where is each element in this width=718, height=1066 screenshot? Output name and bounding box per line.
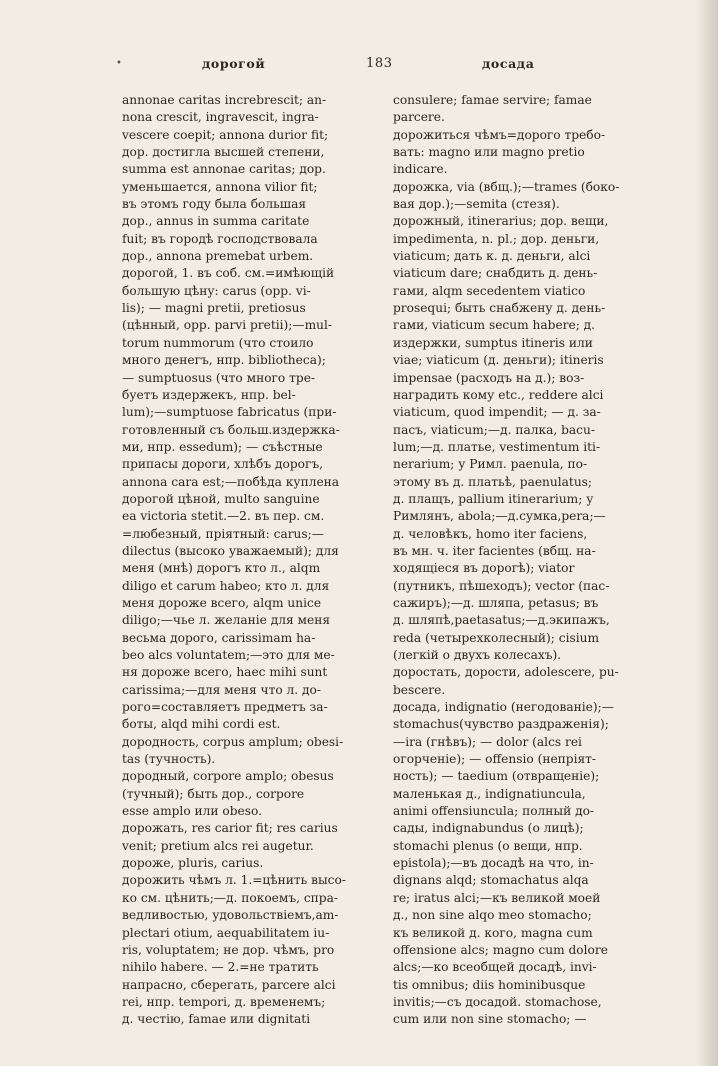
- text-line: dignans alqd; stomachatus alqa: [393, 873, 589, 888]
- bullet-mark: •: [116, 58, 122, 69]
- text-line: дорожный, itinerarius; дор. вещи,: [393, 214, 609, 229]
- text-line: — sumptuosus (что много тре-: [122, 370, 316, 385]
- page-number: 183: [366, 56, 393, 71]
- text-line: маленькая д., indignatiuncula,: [393, 786, 586, 801]
- text-line: наградить кому etc., reddere alci: [393, 387, 604, 402]
- text-line: viaticum; дать к. д. деньги, alci: [393, 249, 591, 264]
- text-line: доростать, дорости, adolescere, pu-: [393, 665, 619, 680]
- text-line: impedimenta, n. pl.; дор. деньги,: [393, 231, 600, 246]
- text-line: ми, нпр. essedum); — съѣстные: [122, 439, 323, 454]
- text-line: много денегъ, нпр. bibliotheca);: [122, 353, 326, 368]
- text-line: animi offensiuncula; полный до-: [393, 804, 595, 819]
- text-line: сады, indignabundus (о лицѣ);: [393, 821, 584, 836]
- text-line: (цѣнный, opp. parvi pretii);—mul-: [122, 318, 333, 333]
- text-line: esse amplo или obeso.: [122, 804, 263, 819]
- text-line: nihilo habere. — 2.=не тратить: [122, 960, 319, 975]
- text-line: боты, alqd mihi cordi est.: [122, 717, 281, 732]
- text-line: д. человѣкъ, homo iter faciens,: [393, 526, 588, 541]
- text-line: дор., annona premebat urbem.: [122, 249, 314, 264]
- text-line: vescere coepit; annona durior fit;: [122, 127, 329, 142]
- text-line: ходящіеся въ дорогѣ); viator: [393, 561, 575, 576]
- text-line: lis); — magni pretii, pretiosus: [122, 301, 306, 316]
- text-line: dilectus (высоко уважаемый); для: [122, 543, 339, 558]
- text-line: rei, нпр. tempori, д. временемъ;: [122, 994, 326, 1009]
- text-line: nerarium; у Римл. paenula, по-: [393, 457, 588, 472]
- text-line: ность); — taedium (отвращеніе);: [393, 769, 600, 784]
- text-line: готовленный съ больш.издержка-: [122, 422, 340, 437]
- text-line: tis omnibus; diis hominibusque: [393, 977, 586, 992]
- text-line: ко см. цѣнить;—д. покоемъ, спра-: [122, 890, 338, 905]
- text-line: дорогой, 1. въ соб. см.=имѣющій: [122, 266, 335, 281]
- text-line: ris, voluptatem; не дор. чѣмъ, pro: [122, 942, 335, 957]
- text-line: д., non sine alqo meo stomacho;: [393, 908, 592, 923]
- text-line: уменьшается, annona vilior fit;: [122, 179, 318, 194]
- text-line: lum;—д. платье, vestimentum iti-: [393, 439, 601, 454]
- text-line: diligo;—чье л. желаніе для меня: [122, 613, 331, 628]
- text-line: дорожать, res carior fit; res carius: [122, 821, 338, 836]
- text-line: меня (мнѣ) дорогъ кто л., alqm: [122, 561, 321, 576]
- text-line: д. плащъ, pallium itinerarium; у: [393, 491, 594, 506]
- text-line: plectari otium, aequabilitatem iu-: [122, 925, 330, 940]
- text-line: annonae caritas increbrescit; an-: [122, 93, 327, 107]
- text-line: д. шляпѣ,paetasatus;—д.экипажъ,: [393, 613, 610, 628]
- text-line: parcere.: [393, 110, 445, 125]
- text-line: viaticum, quod impendit; — д. за-: [393, 405, 601, 420]
- header-right-word: досада: [482, 56, 535, 71]
- text-line: въ этомъ году была большая: [122, 197, 307, 212]
- text-line: весьма дорого, carissimam ha-: [122, 630, 316, 645]
- text-line: lum);—sumptuose fabricatus (при-: [122, 405, 337, 420]
- text-line: буетъ издержекъ, нпр. bel-: [122, 387, 296, 402]
- text-line: къ великой д. кого, magna cum: [393, 925, 593, 940]
- text-line: alcs;—ко всеобщей досадѣ, invi-: [393, 960, 597, 975]
- right-column: [393, 92, 685, 1029]
- text-line: дор. достигла высшей степени,: [122, 145, 325, 160]
- text-line: consulere; famae servire; famae: [393, 93, 592, 107]
- text-line: cum или non sine stomacho; —: [393, 1012, 587, 1027]
- text-line: (тучный); быть дор., corpore: [122, 786, 305, 801]
- text-line: torum nummorum (что стоило: [122, 335, 314, 350]
- text-line: re; iratus alci;—къ великой моей: [393, 890, 601, 905]
- text-line: nona crescit, ingravescit, ingra-: [122, 110, 319, 125]
- text-line: =любезный, пріятный: carus;—: [122, 526, 324, 541]
- page-header: [118, 56, 678, 76]
- text-line: досада, indignatio (негодованіе);—: [393, 700, 614, 715]
- text-line: ня дороже всего, haec mihi sunt: [122, 665, 328, 680]
- text-line: bescere.: [393, 682, 446, 697]
- text-line: viae; viaticum (д. деньги); itineris: [393, 353, 604, 368]
- text-line: пасъ, viaticum;—д. палка, bacu-: [393, 422, 595, 437]
- text-line: fuit; въ городѣ господствовала: [122, 231, 318, 246]
- text-line: дородный, corpore amplo; obesus: [122, 769, 334, 784]
- text-line: большую цѣну: carus (opp. vi-: [122, 283, 311, 298]
- text-line: Римлянъ, abola;—д.сумка,pera;—: [393, 509, 606, 524]
- text-line: меня дороже всего, alqm unice: [122, 595, 322, 610]
- text-line: stomachus(чувство раздраженія);: [393, 717, 609, 732]
- page-edge-shadow: [696, 0, 718, 1066]
- left-column: [122, 92, 384, 1029]
- text-line: издержки, sumptus itineris или: [393, 335, 593, 350]
- text-line: (путникъ, пѣшеходъ); vector (пас-: [393, 578, 610, 593]
- text-line: carissima;—для меня что л. до-: [122, 682, 321, 697]
- text-line: —ira (гнѣвъ); — dolor (alcs rei: [393, 734, 582, 749]
- text-line: stomachi plenus (о вещи, нпр.: [393, 838, 583, 853]
- header-left-word: дорогой: [202, 56, 266, 71]
- text-line: indicare.: [393, 162, 448, 177]
- text-line: напрасно, сберегать, parcere alci: [122, 977, 336, 992]
- text-line: venit; pretium alcs rei augetur.: [122, 838, 314, 853]
- text-line: дор., annus in summa caritate: [122, 214, 310, 229]
- text-line: вать: magno или magno pretio: [393, 145, 585, 160]
- text-line: prosequi; быть снабжену д. день-: [393, 301, 606, 316]
- text-line: viaticum dare; снабдить д. день-: [393, 266, 598, 281]
- text-line: offensione alcs; magno cum dolore: [393, 942, 608, 957]
- text-line: reda (четырехколесный); cisium: [393, 630, 600, 645]
- text-line: дорогой цѣной, multo sanguine: [122, 491, 320, 506]
- text-line: дороже, pluris, carius.: [122, 856, 264, 871]
- text-line: рого=составляетъ предметъ за-: [122, 700, 328, 715]
- text-line: impensae (расходъ на д.); воз-: [393, 370, 585, 385]
- text-line: д. честію, famae или dignitati: [122, 1012, 311, 1027]
- text-line: (легкій о двухъ колесахъ).: [393, 648, 562, 662]
- text-line: дорожить чѣмъ л. 1.=цѣнить высо-: [122, 873, 346, 888]
- text-line: сажиръ);—д. шляпа, petasus; въ: [393, 595, 599, 610]
- text-line: припасы дороги, хлѣбъ дорогъ,: [122, 457, 323, 472]
- text-line: tas (тучность).: [122, 752, 216, 767]
- text-line: дородность, corpus amplum; obesi-: [122, 734, 344, 749]
- text-line: въ мн. ч. iter facientes (вбщ. на-: [393, 543, 596, 558]
- text-line: ea victoria stetit.—2. въ пер. см.: [122, 509, 325, 524]
- text-line: дорожиться чѣмъ=дорого требо-: [393, 127, 606, 142]
- text-line: этому въ д. платьѣ, paenulatus;: [393, 474, 593, 489]
- text-line: diligo et carum habeo; кто л. для: [122, 578, 330, 593]
- text-line: дорожка, via (вбщ.);—trames (боко-: [393, 179, 620, 194]
- text-line: ведливостью, удовольствіемъ,am-: [122, 908, 339, 923]
- text-line: beo alcs voluntatem;—это для ме-: [122, 648, 335, 662]
- text-line: огорченіе); — offensio (непріят-: [393, 752, 597, 767]
- text-line: гами, alqm secedentem viatico: [393, 283, 586, 298]
- text-line: invitis;—съ досадой. stomachose,: [393, 994, 602, 1009]
- text-line: annona cara est;—побѣда куплена: [122, 474, 340, 489]
- text-line: epistola);—въ досадѣ на что, in-: [393, 856, 594, 871]
- text-line: summa est annonae caritas; дор.: [122, 162, 326, 177]
- text-line: вая дор.);—semita (стезя).: [393, 197, 560, 212]
- text-line: гами, viaticum secum habere; д.: [393, 318, 596, 333]
